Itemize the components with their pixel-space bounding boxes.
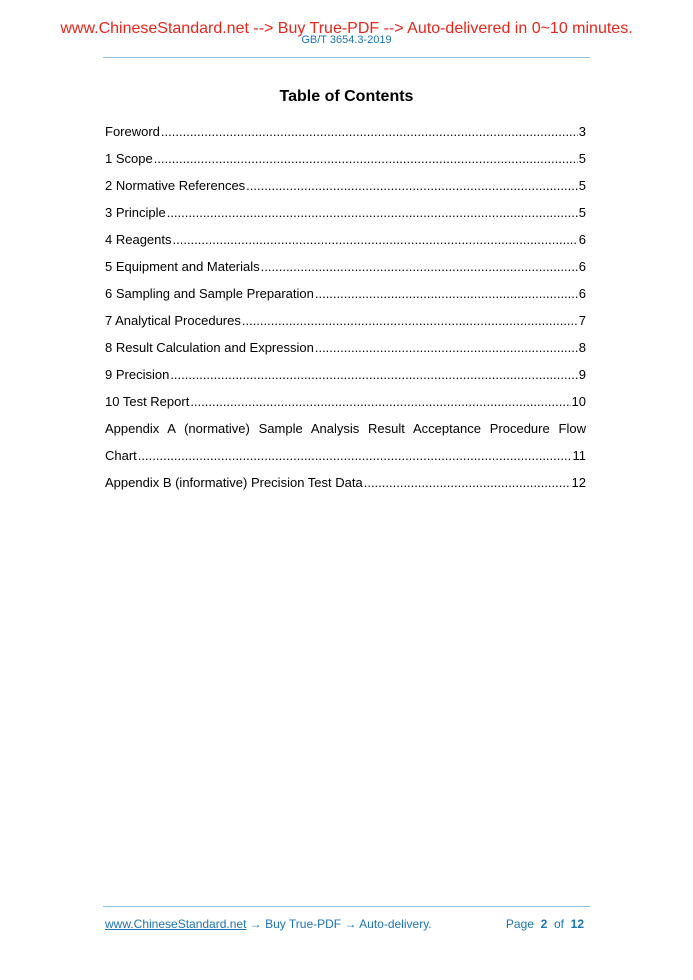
toc-leader-dots <box>154 145 578 172</box>
of-word: of <box>553 917 564 931</box>
toc-entry-principle[interactable] <box>105 199 586 226</box>
toc-entry-reagents[interactable] <box>105 226 586 253</box>
toc-entry-label-line2: Chart <box>105 448 137 463</box>
toc-entry-page: 12 <box>571 475 586 490</box>
arrow-right-icon: → <box>249 917 262 931</box>
toc-entry-foreword[interactable] <box>105 118 586 145</box>
page-footer <box>105 915 586 933</box>
footer-site-link[interactable]: www.ChineseStandard.net <box>105 917 247 931</box>
toc-entry-page: 11 <box>572 448 586 463</box>
footer-divider <box>103 906 590 907</box>
page-total: 12 <box>570 917 584 931</box>
page-word: Page <box>505 917 534 931</box>
toc-entry-label: 4 Reagents <box>105 232 172 247</box>
page-current: 2 <box>540 917 548 931</box>
toc-entry-label: 3 Principle <box>105 205 166 220</box>
toc-entry-page: 6 <box>578 232 586 247</box>
footer-delivery-text: Auto-delivery. <box>359 917 432 931</box>
toc-leader-dots <box>170 361 577 388</box>
toc-leader-dots <box>315 280 578 307</box>
toc-entry-page: 6 <box>578 259 586 274</box>
toc-entry-page: 8 <box>578 340 586 355</box>
toc-entry-sampling[interactable] <box>105 280 586 307</box>
table-of-contents <box>105 118 586 496</box>
toc-entry-label: 1 Scope <box>105 151 153 166</box>
toc-leader-dots <box>242 307 578 334</box>
toc-entry-appendix-a-line2 <box>105 442 586 469</box>
toc-leader-dots <box>161 118 578 145</box>
toc-entry-label: 6 Sampling and Sample Preparation <box>105 286 314 301</box>
toc-entry-analytical-procedures[interactable] <box>105 307 586 334</box>
toc-entry-normative-references[interactable] <box>105 172 586 199</box>
toc-entry-page: 5 <box>578 205 586 220</box>
toc-entry-page: 3 <box>578 124 586 139</box>
toc-entry-page: 7 <box>578 313 586 328</box>
document-id: GB/T 3654.3-2019 <box>301 34 392 46</box>
toc-entry-test-report[interactable] <box>105 388 586 415</box>
footer-link[interactable] <box>105 915 432 933</box>
toc-entry-label-line1: Appendix A (normative) Sample Analysis Result Acceptance Procedure Flow <box>105 421 586 436</box>
toc-entry-appendix-b[interactable] <box>105 469 586 496</box>
toc-entry-label: 7 Analytical Procedures <box>105 313 241 328</box>
toc-leader-dots <box>246 172 578 199</box>
toc-leader-dots <box>315 334 578 361</box>
toc-leader-dots <box>138 442 572 469</box>
toc-entry-label: 8 Result Calculation and Expression <box>105 340 314 355</box>
footer-buy-text: Buy True-PDF <box>265 917 342 931</box>
toc-entry-appendix-a[interactable] <box>105 415 586 469</box>
toc-entry-label: Foreword <box>105 124 160 139</box>
toc-entry-scope[interactable] <box>105 145 586 172</box>
toc-entry-label: 9 Precision <box>105 367 170 382</box>
toc-entry-result-calculation[interactable] <box>105 334 586 361</box>
toc-entry-precision[interactable] <box>105 361 586 388</box>
page-indicator <box>506 915 584 933</box>
toc-leader-dots <box>364 469 571 496</box>
toc-entry-label: Appendix B (informative) Precision Test Data <box>105 475 363 490</box>
toc-entry-page: 6 <box>578 286 586 301</box>
toc-entry-label: 2 Normative References <box>105 178 246 193</box>
toc-entry-label: 5 Equipment and Materials <box>105 259 260 274</box>
toc-entry-equipment[interactable] <box>105 253 586 280</box>
toc-entry-page: 5 <box>578 151 586 166</box>
toc-entry-page: 9 <box>578 367 586 382</box>
arrow-right-icon: → <box>344 917 357 931</box>
toc-leader-dots <box>261 253 578 280</box>
promo-banner[interactable]: www.ChineseStandard.net --> Buy True-PDF --> Auto-delivered in 0~10 minutes. <box>60 20 633 37</box>
toc-entry-label: 10 Test Report <box>105 394 190 409</box>
toc-entry-page: 10 <box>571 394 586 409</box>
header-divider <box>103 57 590 58</box>
toc-leader-dots <box>167 199 578 226</box>
toc-leader-dots <box>190 388 570 415</box>
toc-title: Table of Contents <box>279 88 414 105</box>
toc-entry-page: 5 <box>578 178 586 193</box>
toc-leader-dots <box>173 226 578 253</box>
